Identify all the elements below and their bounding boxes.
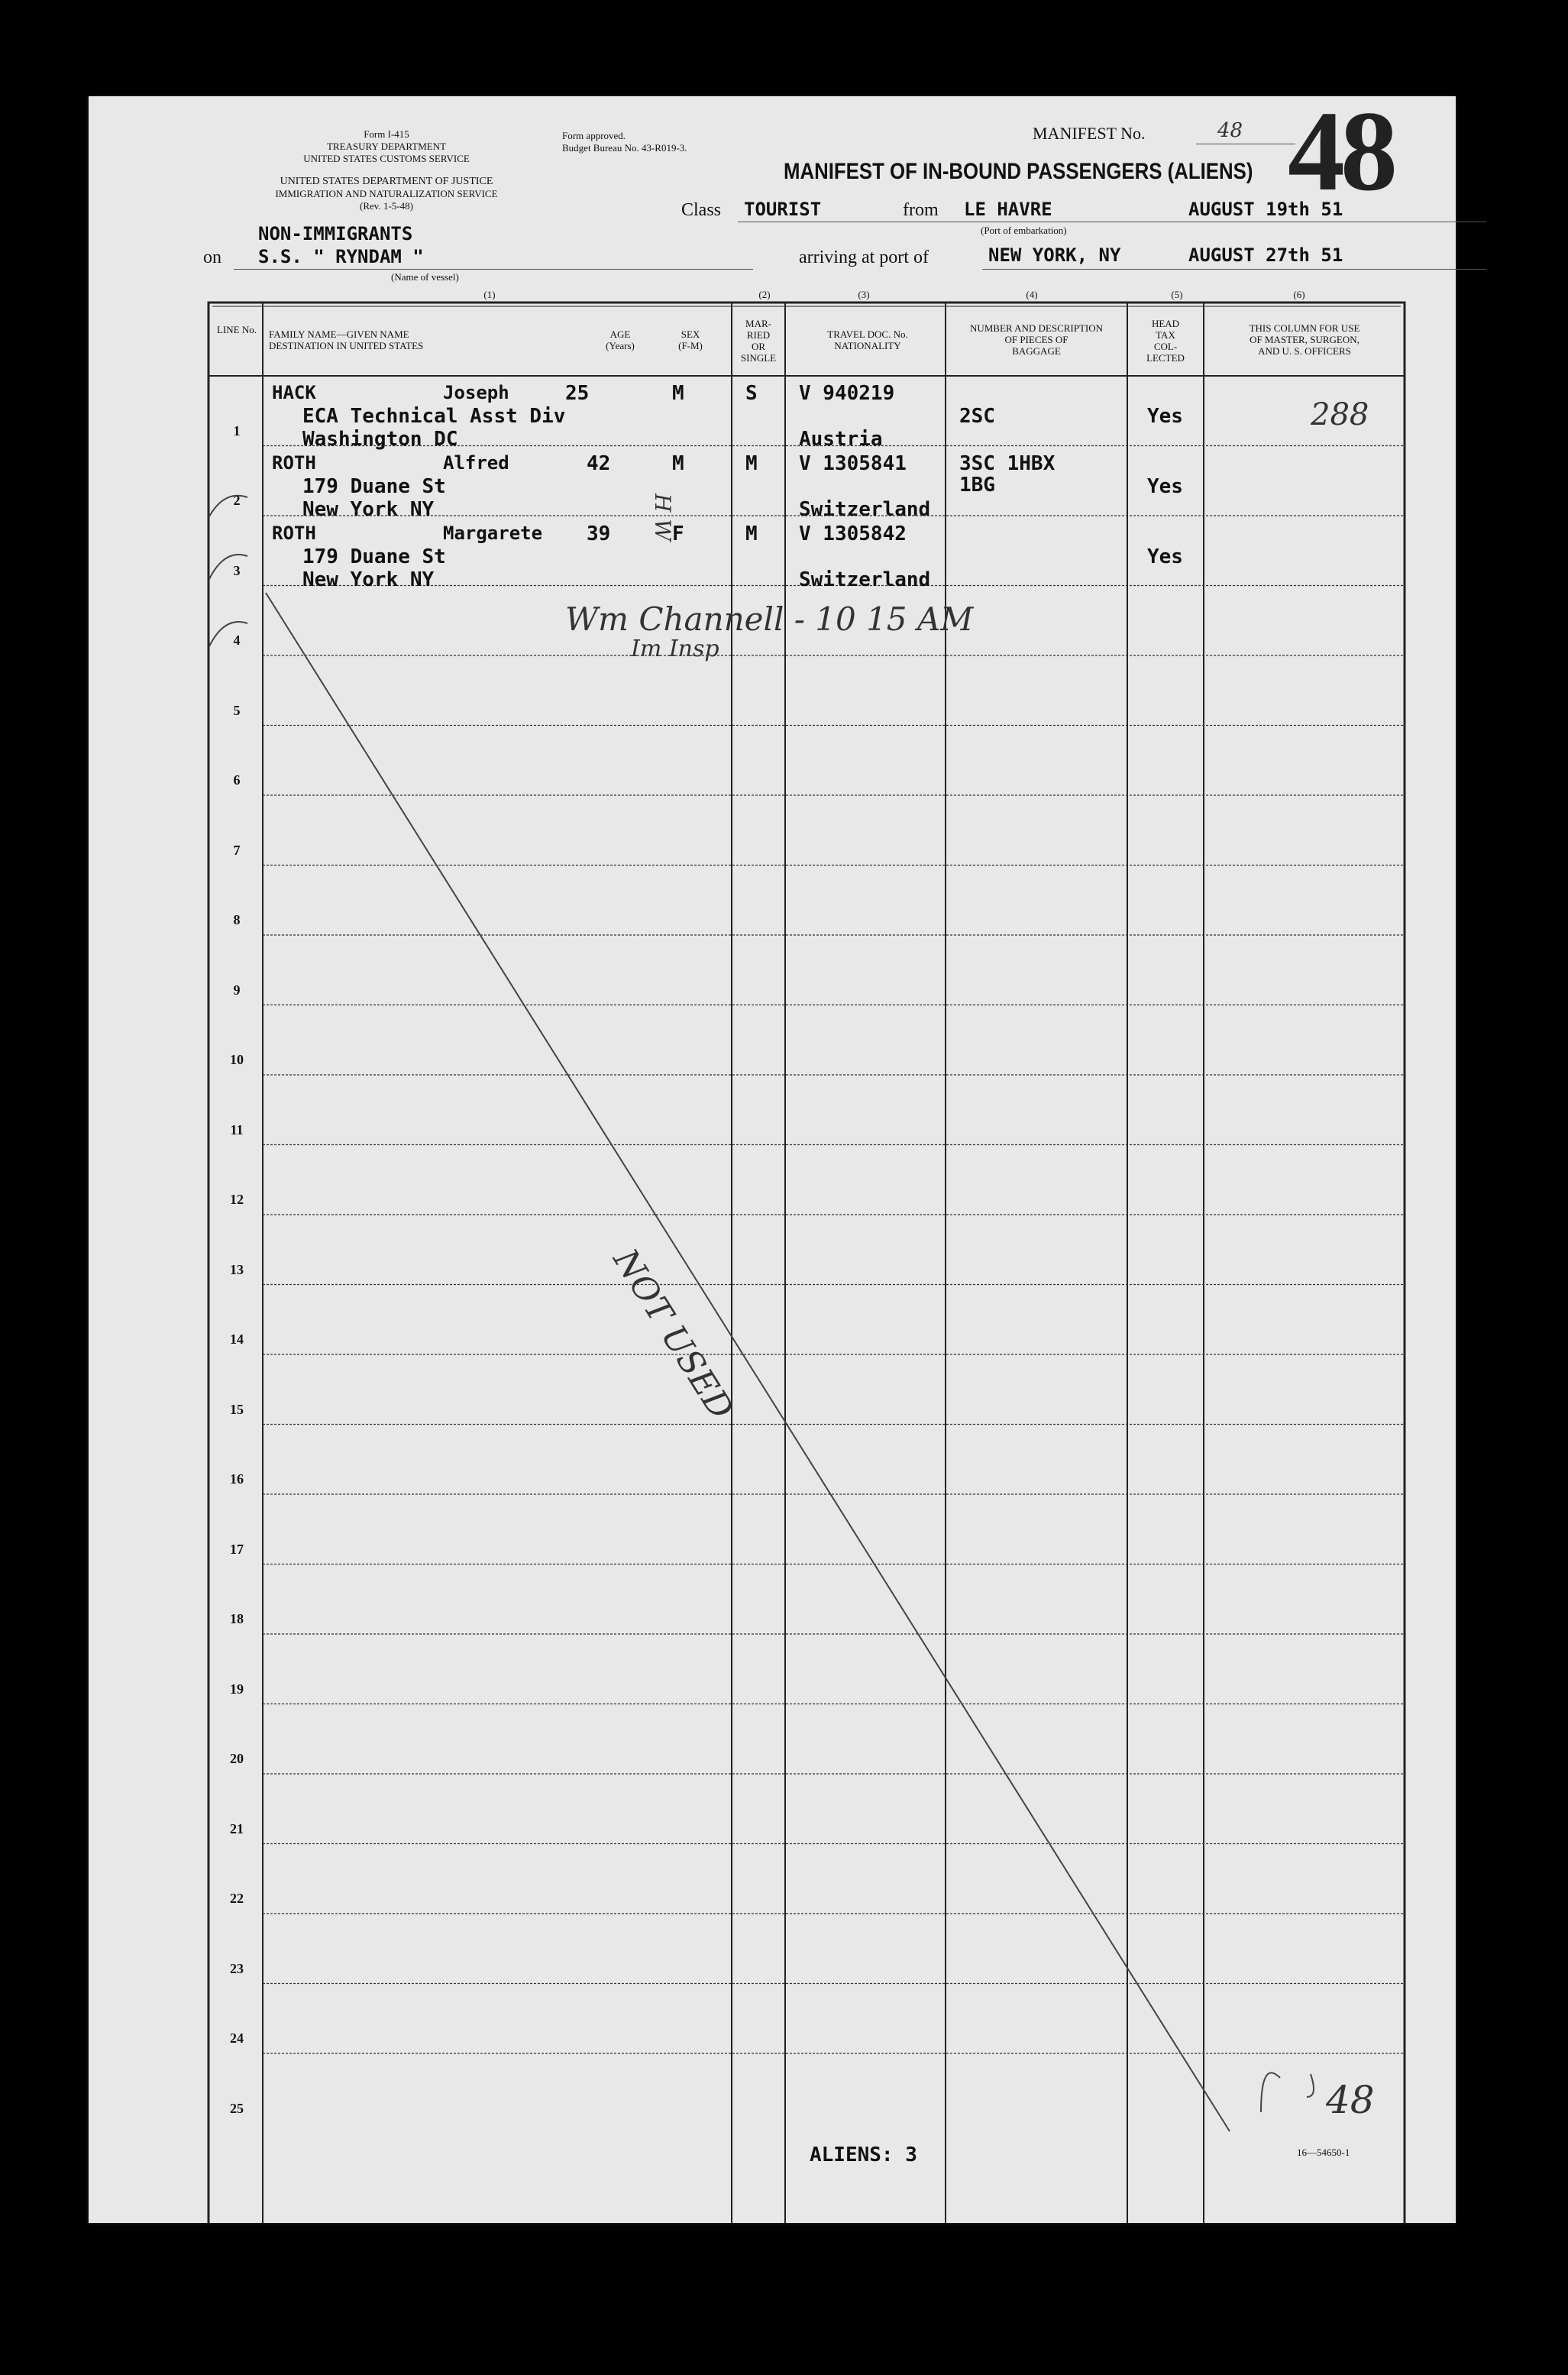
- passenger-marital: S: [745, 382, 758, 405]
- bracket-annotation: H W: [650, 493, 675, 542]
- column-number: (3): [858, 289, 870, 300]
- inspector-signature: Wm Channell - 10 15 AM: [565, 600, 974, 638]
- on-label: on: [203, 248, 221, 267]
- treasury-department: TREASURY DEPARTMENT: [326, 141, 447, 152]
- line-number: 17: [230, 1541, 244, 1557]
- manifest-page: [89, 88, 1456, 2223]
- class-value: TOURIST: [744, 199, 822, 220]
- line-number: 1: [233, 422, 241, 438]
- header-baggage: NUMBER AND DESCRIPTION OF PIECES OF BAGGAGE: [969, 322, 1104, 357]
- column-number: (4): [1026, 289, 1038, 300]
- line-number: 13: [230, 1261, 244, 1277]
- line-number: 14: [230, 1331, 244, 1347]
- aliens-total: ALIENS: 3: [810, 2144, 917, 2166]
- line-number: 10: [230, 1052, 244, 1067]
- revision: (Rev. 1-5-48): [360, 200, 413, 212]
- passenger-given-name: Joseph: [443, 382, 509, 403]
- arriving-label: arriving at port of: [799, 248, 929, 267]
- passenger-family-name: ROTH: [272, 523, 316, 544]
- header-age: AGE (Years): [606, 328, 635, 351]
- form-approved: Form approved.: [562, 130, 626, 141]
- line-number: 11: [230, 1121, 244, 1137]
- class-label: Class: [681, 200, 722, 220]
- passenger-marital: M: [745, 523, 758, 545]
- vessel-note: (Name of vessel): [391, 271, 459, 283]
- passenger-marital: M: [745, 452, 758, 475]
- column-number: (1): [483, 289, 496, 300]
- line-number: 12: [230, 1192, 244, 1207]
- line-number: 20: [230, 1751, 244, 1766]
- line-number: 15: [230, 1401, 244, 1417]
- header-line-no: LINE No.: [217, 324, 257, 335]
- line-number: 21: [230, 1820, 244, 1836]
- passenger-destination: New York NY: [302, 498, 435, 521]
- passenger-nationality: Austria: [799, 428, 883, 451]
- passenger-family-name: ROTH: [272, 452, 316, 474]
- header-tax: HEAD TAX COL- LECTED: [1146, 318, 1185, 364]
- department-of-justice: UNITED STATES DEPARTMENT OF JUSTICE: [280, 176, 493, 187]
- line-number: 22: [230, 1891, 244, 1906]
- category: NON-IMMIGRANTS: [258, 223, 413, 244]
- passenger-baggage: 1BG: [959, 474, 995, 497]
- passenger-age: 42: [587, 452, 611, 475]
- line-number: 2: [233, 493, 241, 508]
- line-number: 19: [230, 1681, 244, 1697]
- passenger-head-tax: Yes: [1147, 405, 1183, 428]
- line-number: 24: [230, 2030, 244, 2046]
- header-officers: THIS COLUMN FOR USE OF MASTER, SURGEON, AND U. S. OFFICERS: [1249, 322, 1360, 357]
- passenger-nationality: Switzerland: [799, 568, 931, 591]
- line-number: 7: [233, 842, 241, 858]
- header-married: MAR- RIED OR SINGLE: [740, 318, 777, 364]
- form-number: Form I-415: [364, 128, 409, 140]
- from-label: from: [903, 200, 939, 220]
- passenger-head-tax: Yes: [1147, 545, 1183, 568]
- passenger-travel-doc: V 940219: [799, 382, 895, 405]
- manifest-title: MANIFEST OF IN-BOUND PASSENGERS (ALIENS): [784, 159, 1253, 184]
- passenger-destination: ECA Technical Asst Div: [302, 405, 566, 428]
- departure-date: AUGUST 19th 51: [1188, 199, 1343, 220]
- budget-bureau: Budget Bureau No. 43-R019-3.: [562, 142, 687, 154]
- line-number: 25: [230, 2100, 244, 2116]
- line-number: 3: [233, 562, 241, 578]
- header-travel-doc: TRAVEL DOC. No. NATIONALITY: [827, 328, 908, 351]
- passenger-destination: 179 Duane St: [302, 545, 446, 568]
- from-value: LE HAVRE: [964, 199, 1052, 220]
- passenger-baggage: 3SC 1HBX: [959, 452, 1056, 475]
- corner-annotation: 48: [1326, 2078, 1375, 2122]
- line-number: 4: [233, 633, 241, 648]
- port-embarkation-note: (Port of embarkation): [981, 225, 1067, 236]
- column-number: (5): [1171, 289, 1183, 300]
- passenger-sex: M: [672, 452, 684, 475]
- arriving-date: AUGUST 27th 51: [1188, 244, 1343, 266]
- passenger-destination: Washington DC: [302, 428, 458, 451]
- form-code: 16—54650-1: [1297, 2147, 1350, 2158]
- inspector-title: Im Insp: [631, 636, 719, 662]
- manifest-big-number: 48: [1288, 88, 1393, 215]
- line-number: 6: [233, 772, 241, 788]
- passenger-age: 39: [587, 523, 611, 545]
- line-number: 5: [233, 702, 241, 718]
- officer-notation: 288: [1311, 397, 1369, 432]
- line-number: 18: [230, 1611, 244, 1626]
- passenger-travel-doc: V 1305841: [799, 452, 907, 475]
- passenger-destination: 179 Duane St: [302, 475, 446, 498]
- passenger-head-tax: Yes: [1147, 475, 1183, 498]
- manifest-number: 48: [1217, 119, 1243, 142]
- customs-service: UNITED STATES CUSTOMS SERVICE: [303, 153, 470, 164]
- not-used-strike-line: [209, 496, 1314, 2131]
- passenger-family-name: HACK: [272, 382, 316, 403]
- passenger-given-name: Alfred: [443, 452, 509, 474]
- line-number: 16: [230, 1471, 244, 1487]
- not-used-annotation: NOT USED: [605, 1242, 741, 1427]
- passenger-nationality: Switzerland: [799, 498, 931, 521]
- column-number: (6): [1293, 289, 1305, 300]
- manifest-table-grid: [89, 96, 1456, 2223]
- ins-service: IMMIGRATION AND NATURALIZATION SERVICE: [275, 188, 498, 199]
- arriving-port: NEW YORK, NY: [988, 244, 1121, 266]
- passenger-given-name: Margarete: [443, 523, 543, 544]
- passenger-sex: M: [672, 382, 684, 405]
- line-number: 9: [233, 982, 241, 998]
- passenger-age: 25: [565, 382, 590, 405]
- passenger-baggage: 2SC: [959, 405, 995, 428]
- line-number: 23: [230, 1960, 244, 1976]
- passenger-travel-doc: V 1305842: [799, 523, 907, 545]
- line-number: 8: [233, 912, 241, 927]
- passenger-sex: F: [672, 523, 684, 545]
- manifest-number-label: MANIFEST No.: [1033, 124, 1146, 143]
- vessel-name: S.S. " RYNDAM ": [258, 246, 424, 267]
- passenger-destination: New York NY: [302, 568, 435, 591]
- column-number: (2): [758, 289, 771, 300]
- header-sex: SEX (F-M): [678, 328, 703, 351]
- header-name: FAMILY NAME—GIVEN NAME DESTINATION IN UNITED STATES: [269, 328, 424, 351]
